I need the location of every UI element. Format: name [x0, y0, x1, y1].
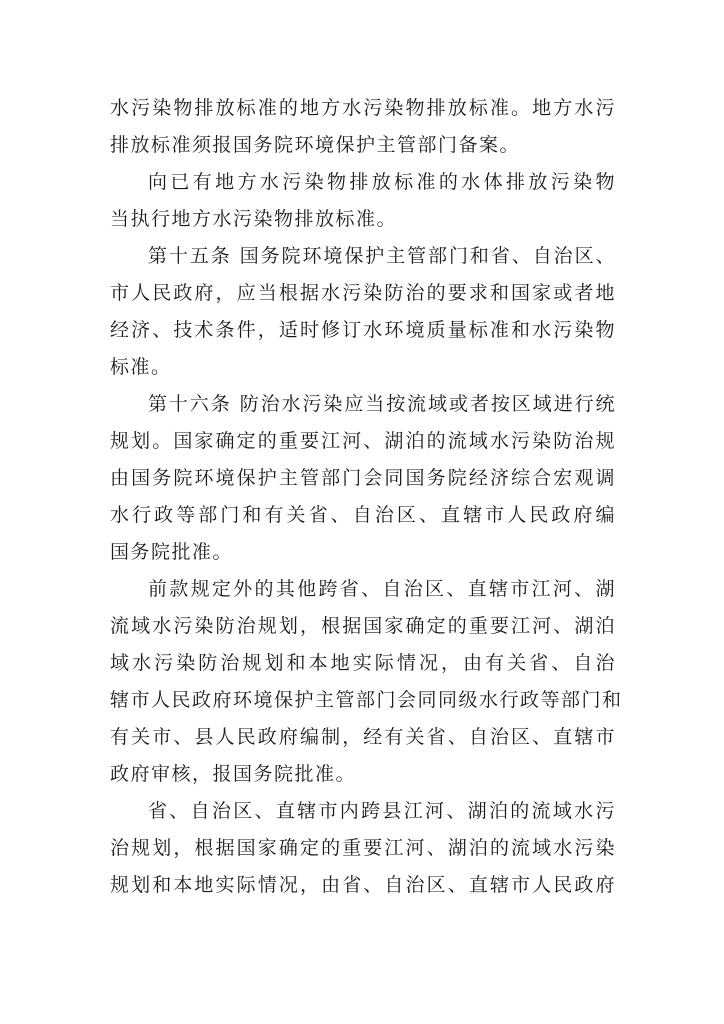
- text-line: 有关市、县人民政府编制，经有关省、自治区、直辖市: [110, 726, 616, 748]
- text-line: 治规划，根据国家确定的重要江河、湖泊的流域水污染: [110, 837, 616, 859]
- text-line: 省、自治区、直辖市内跨县江河、湖泊的流域水污: [148, 800, 616, 822]
- text-line: 规划。国家确定的重要江河、湖泊的流域水污染防治规: [110, 430, 616, 452]
- text-line: 水行政等部门和有关省、自治区、直辖市人民政府编: [110, 504, 616, 526]
- text-line: 第十六条 防治水污染应当按流域或者按区域进行统: [148, 393, 616, 415]
- text-line: 向已有地方水污染物排放标准的水体排放污染物: [148, 171, 616, 193]
- text-line: 辖市人民政府环境保护主管部门会同同级水行政等部门和: [110, 689, 623, 711]
- text-line: 经济、技术条件，适时修订水环境质量标准和水污染物: [110, 319, 616, 341]
- text-line: 标准。: [110, 356, 172, 378]
- text-line: 国务院批准。: [110, 541, 234, 563]
- text-line: 规划和本地实际情况，由省、自治区、直辖市人民政府: [110, 874, 616, 896]
- text-line: 域水污染防治规划和本地实际情况，由有关省、自治: [110, 652, 616, 674]
- text-line: 流域水污染防治规划，根据国家确定的重要江河、湖泊: [110, 615, 616, 637]
- text-line: 政府审核，报国务院批准。: [110, 763, 357, 785]
- text-line: 当执行地方水污染物排放标准。: [110, 208, 398, 230]
- text-line: 排放标准须报国务院环境保护主管部门备案。: [110, 134, 521, 156]
- text-line: 由国务院环境保护主管部门会同国务院经济综合宏观调: [110, 467, 616, 489]
- document-body: [110, 90, 623, 904]
- text-line: 水污染物排放标准的地方水污染物排放标准。地方水污: [110, 97, 616, 119]
- text-line: 第十五条 国务院环境保护主管部门和省、自治区、: [148, 245, 616, 267]
- text-line: 市人民政府，应当根据水污染防治的要求和国家或者地: [110, 282, 616, 304]
- text-line: 前款规定外的其他跨省、自治区、直辖市江河、湖: [148, 578, 616, 600]
